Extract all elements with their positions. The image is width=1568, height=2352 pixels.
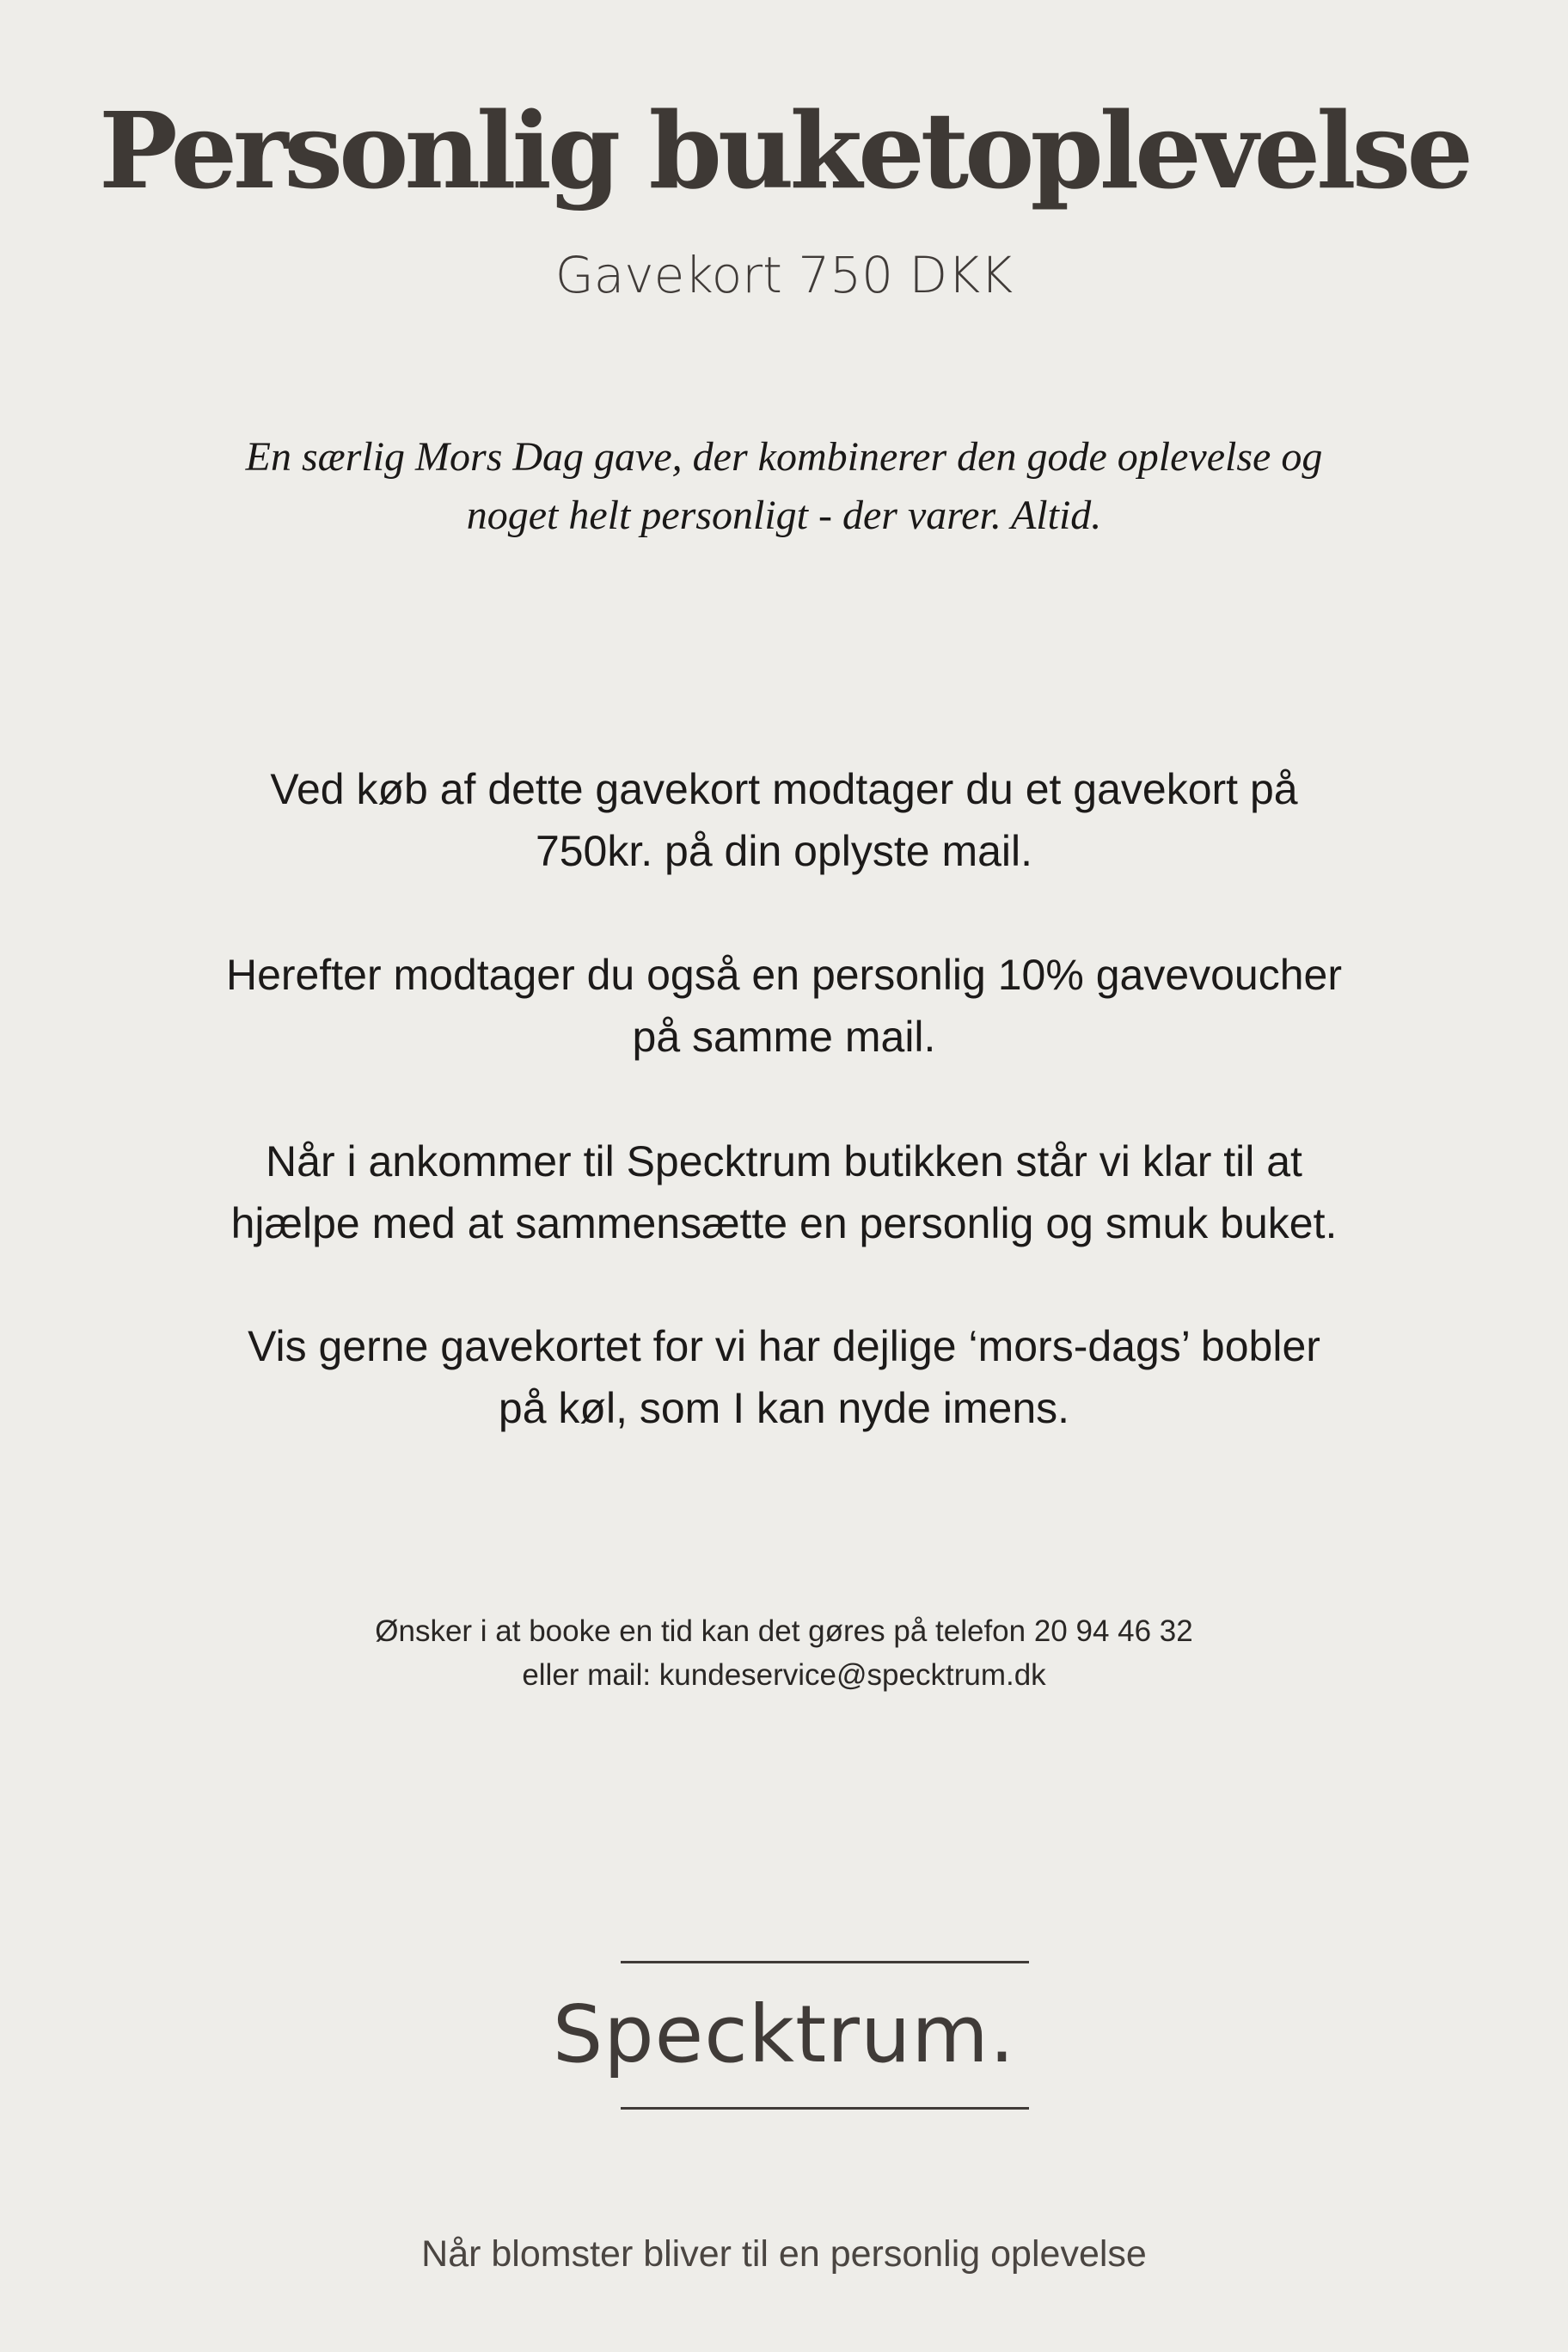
logo-divider-bottom xyxy=(621,2107,1029,2110)
paragraph-line: Vis gerne gavekortet for vi har dejlige ‘mors-dags’ bobler xyxy=(248,1322,1320,1370)
paragraph-line: 750kr. på din oplyste mail. xyxy=(535,827,1033,875)
paragraph-line: Herefter modtager du også en personlig 10% gavevoucher xyxy=(225,951,1343,999)
paragraph-line: hjælpe med at sammensætte en personlig og smuk buket. xyxy=(230,1199,1338,1247)
paragraph-line: Når i ankommer til Specktrum butikken står vi klar til at xyxy=(266,1137,1302,1185)
page-title: Personlig buketoplevelse xyxy=(99,89,1469,212)
body-paragraph-voucher xyxy=(0,944,1568,1068)
gift-card-subtitle: Gavekort 750 DKK xyxy=(554,246,1014,304)
booking-contact xyxy=(0,1609,1568,1697)
paragraph-line: på køl, som I kan nyde imens. xyxy=(498,1384,1070,1432)
paragraph-line: Ved køb af dette gavekort modtager du et gavekort på xyxy=(270,765,1298,813)
intro-line: En særlig Mors Dag gave, der kombinerer den gode oplevelse og xyxy=(245,434,1323,480)
contact-phone-line: Ønsker i at booke en tid kan det gøres på telefon 20 94 46 32 xyxy=(375,1614,1193,1648)
contact-email-line: eller mail: kundeservice@specktrum.dk xyxy=(522,1658,1046,1692)
body-paragraph-store-visit xyxy=(0,1130,1568,1254)
paragraph-line: på samme mail. xyxy=(632,1013,936,1061)
intro-line: noget helt personligt - der varer. Altid. xyxy=(466,493,1102,538)
body-paragraph-bubbles xyxy=(0,1315,1568,1439)
brand-logo: Specktrum. xyxy=(552,1988,1016,2080)
logo-divider-top xyxy=(621,1961,1029,1963)
intro-text xyxy=(0,428,1568,545)
body-paragraph-purchase xyxy=(0,758,1568,882)
brand-tagline: Når blomster bliver til en personlig oplevelse xyxy=(421,2233,1147,2275)
